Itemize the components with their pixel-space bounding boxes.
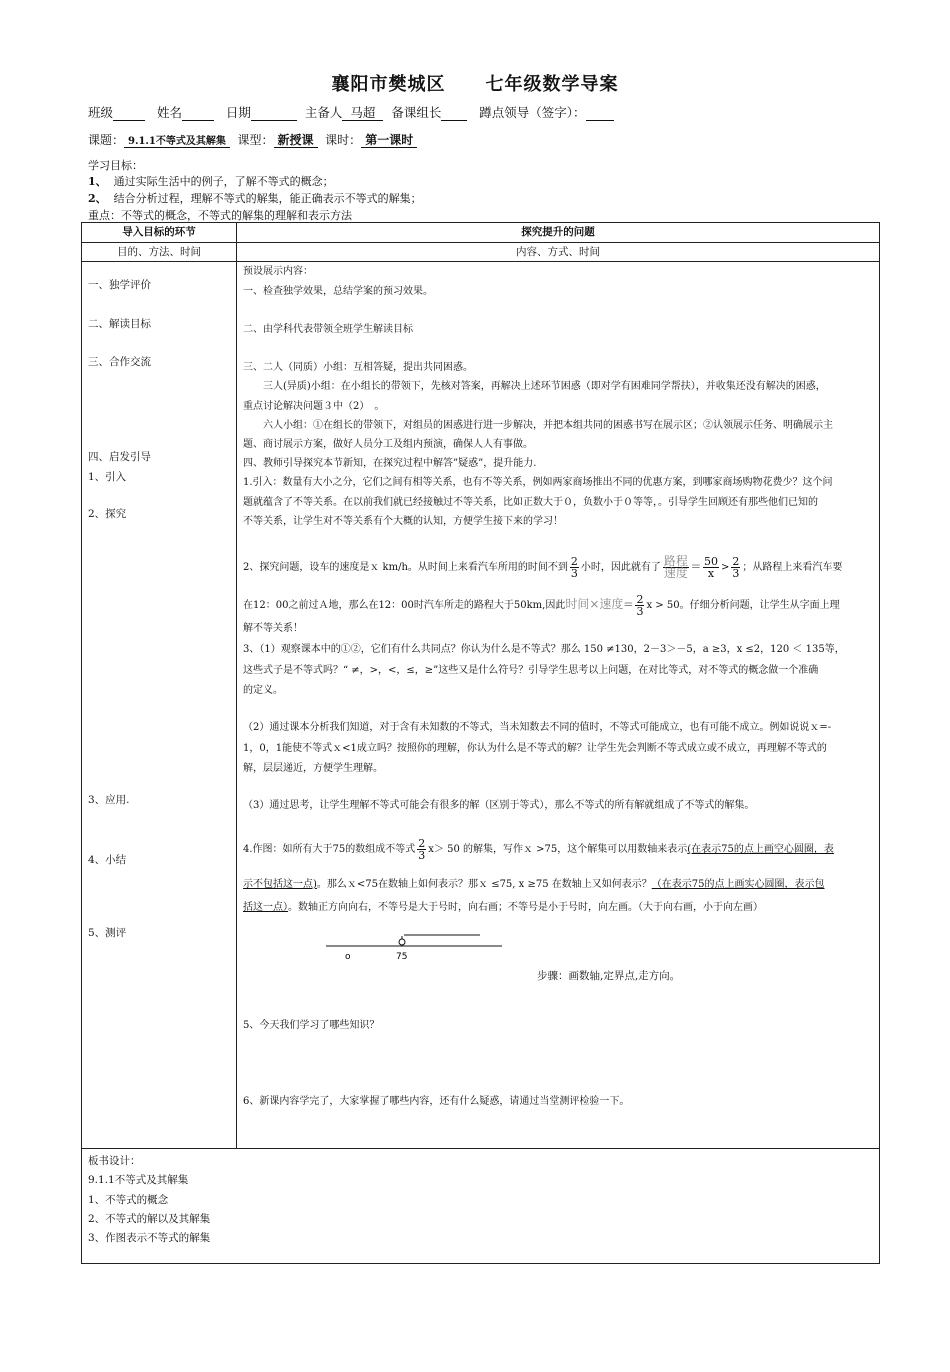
frac-den-b: 3 — [732, 567, 740, 580]
name-label: 姓名 — [156, 105, 182, 120]
content-6: 四、教师引导探究本节新知，在探究过程中解答”疑惑”，提升能力. — [243, 458, 537, 469]
objective-1-num: 1、 — [88, 175, 107, 188]
info-row — [88, 103, 614, 121]
axis-zero-label: o — [345, 952, 351, 962]
content-8a — [243, 552, 879, 582]
content-12a-text-1: 4.作图：如所有大于75的数组成不等式 — [243, 844, 416, 855]
content-8a-text-2: 小时，因此就有了 — [580, 562, 661, 573]
frac-speed: 速度 — [663, 566, 688, 580]
frac-num-d: 2 — [418, 837, 426, 850]
content-12a — [243, 836, 879, 864]
preparer-value: 马超 — [342, 105, 383, 121]
frac-num-b: 2 — [732, 555, 740, 568]
content-12a-text-3: (在表示75的点上画空心圆圈，表 — [687, 844, 834, 855]
content-13: 5、今天我们学习了哪些知识？ — [243, 1020, 380, 1031]
content-12a-text-2: x＞ 50 的解集，写作ｘ >75，这个解集可以用数轴来表示 — [428, 844, 688, 855]
equals-sign: = — [690, 559, 701, 573]
frac-x: x — [707, 567, 715, 580]
leader-label: 蹲点领导（签字）： — [479, 105, 586, 120]
board-heading: 板书设计： — [88, 1155, 141, 1167]
content-5b: 题、商讨展示方案，做好人员分工及组内预演，确保人人有事做。 — [243, 439, 533, 450]
col2-sub: 内容、方式、时间 — [237, 243, 880, 262]
objective-2-text: 结合分析过程，理解不等式的解集，能正确表示不等式的解集； — [113, 192, 422, 205]
step-4-3: 3、应用. — [88, 794, 130, 806]
content-12b-text-1: 示不包括这一点) — [243, 879, 317, 890]
board-line-1: 9.1.1不等式及其解集 — [88, 1174, 189, 1186]
step-4: 四、启发引导 — [88, 451, 151, 463]
name-field[interactable] — [182, 107, 214, 121]
objectives-heading: 学习目标： — [88, 159, 143, 172]
frac-den-d: 3 — [418, 849, 426, 862]
content-12b — [243, 875, 879, 895]
axis-75-label: 75 — [396, 952, 408, 962]
content-7c: 不等关系，让学生对不等关系有个大概的认知，方便学生接下来的学习！ — [243, 516, 563, 527]
content-1: 一、检查独学效果，总结学案的预习效果。 — [243, 286, 433, 297]
content-9c: 的定义。 — [243, 685, 283, 696]
content-8b — [243, 590, 879, 620]
type-label: 课型： — [237, 133, 274, 147]
fraction-route-speed — [663, 556, 689, 579]
class-label: 班级 — [88, 105, 114, 120]
content-cell — [237, 262, 880, 1149]
content-12b-text-3: （在表示75的点上画实心圆圈，表示包 — [651, 879, 825, 890]
preset-label: 预设展示内容： — [243, 266, 313, 277]
fraction-two-thirds-c — [635, 594, 644, 617]
fraction-two-thirds-b — [731, 556, 740, 579]
date-field[interactable] — [251, 107, 297, 121]
step-1: 一、独学评价 — [88, 279, 151, 291]
step-4-2: 2、探究 — [88, 508, 127, 520]
step-3: 三、合作交流 — [88, 356, 151, 368]
focus-text: 重点：不等式的概念，不等式的解集的理解和表示方法 — [88, 209, 352, 222]
col1-sub: 目的、方法、时间 — [82, 243, 237, 262]
number-line-diagram — [322, 931, 512, 963]
title-right: 七年级数学导案 — [485, 74, 619, 95]
topic-value: 9.1.1不等式及其解集 — [124, 136, 230, 148]
board-design-cell — [82, 1149, 880, 1264]
greater-sign: > — [720, 562, 730, 573]
objective-1-text: 通过实际生活中的例子，了解不等式的概念； — [113, 175, 334, 188]
period-value: 第一课时 — [361, 133, 417, 148]
class-field[interactable] — [113, 107, 145, 121]
content-7b: 题就蕴含了不等关系。在以前我们就已经接触过不等关系，比如正数大于０，负数小于０等等，。引导学生回顾还有那些他们已知的 — [243, 497, 818, 508]
board-line-3: 2、不等式的解以及其解集 — [88, 1213, 211, 1225]
content-4a: 三人(异质)小组：在小组长的带领下，先核对答案，再解决上述环节困惑（即对学有困难同学帮扶），并收集还没有解决的困惑， — [263, 381, 826, 392]
preparer-label: 主备人 — [304, 105, 343, 120]
frac-route: 路程 — [663, 554, 688, 568]
content-10b: 1，0，1能使不等式ｘ<1成立吗？按照你的理解，你认为什么是不等式的解？让学生先会判断不等式成立或不成立，再理解不等式的 — [243, 743, 827, 754]
group-leader-field[interactable] — [441, 107, 467, 121]
open-circle-icon — [399, 939, 405, 945]
board-line-2: 1、不等式的概念 — [88, 1194, 169, 1206]
content-2: 二、由学科代表带领全班学生解读目标 — [243, 324, 413, 335]
step-4-4: 4、小结 — [88, 854, 127, 866]
frac-den-c: 3 — [636, 605, 644, 618]
objective-1 — [88, 173, 334, 189]
content-8a-text-1: 2、探究问题，设车的速度是ｘ km/h。从时间上来看汽车所用的时间不到 — [243, 562, 568, 573]
col2-header: 探究提升的问题 — [237, 223, 880, 243]
content-7a: 1.引入：数量有大小之分，它们之间有相等关系，也有不等关系，例如两家商场推出不同的优惠方案，到哪家商场购物花费少？这个问 — [243, 477, 833, 488]
frac-num: 2 — [570, 555, 578, 568]
content-8c: 解不等关系！ — [243, 623, 303, 634]
content-4b: 重点讨论解决问题３中（2） 。 — [243, 401, 385, 412]
page-title — [0, 70, 950, 96]
topic-label: 课题： — [88, 133, 125, 147]
objective-2 — [88, 190, 422, 206]
content-12c-text-2: 。数轴正方向向右，不等号是大于号时，向右画；不等号是小于号时，向左画。（大于向右画，小于向左画） — [288, 902, 763, 913]
fraction-two-thirds — [570, 556, 579, 579]
content-12b-text-2: 。那么ｘ<75在数轴上如何表示？那ｘ ≤75, x ≥75 在数轴上又如何表示？ — [316, 879, 652, 890]
fraction-fifty-x — [703, 556, 719, 579]
content-12c-text-1: 括这一点） — [243, 902, 288, 913]
equals-sign-b: = — [623, 597, 634, 611]
steps-text: 步骤：画数轴,定界点,走方向。 — [537, 970, 681, 982]
col1-header: 导入目标的环节 — [82, 223, 237, 243]
date-label: 日期 — [225, 105, 251, 120]
step-2: 二、解读目标 — [88, 318, 151, 330]
leader-field[interactable] — [586, 107, 614, 121]
content-9b: 这些式子是不等式吗？“ ≠，>，<，≤，≥”这些又是什么符号？引导学生思考以上问题，在对比等式，对不等式的概念做一个准确 — [243, 665, 819, 676]
gt-fifty: x > 50 — [646, 600, 680, 611]
objective-2-num: 2、 — [88, 192, 107, 205]
period-label: 课时： — [325, 133, 362, 147]
step-4-5: 5、测评 — [88, 927, 127, 939]
lesson-table — [81, 222, 880, 1264]
board-line-4: 3、作图表示不等式的解集 — [88, 1232, 211, 1244]
group-leader-label: 备课组长 — [391, 105, 442, 120]
left-steps-cell — [82, 262, 237, 1149]
title-left: 襄阳市樊城区 — [331, 74, 446, 95]
content-11: （3）通过思考，让学生理解不等式可能会有很多的解（区别于等式），那么不等式的所有解就组成了不等式的解集。 — [243, 800, 755, 811]
content-10a: （2）通过课本分析我们知道，对于含有未知数的不等式，当未知数去不同的值时，不等式可能成立，也有可能不成立。例如说说ｘ=- — [243, 722, 832, 733]
content-5a: 六人小组：①在组长的带领下，对组员的困惑进行进一步解决，并把本组共同的困惑书写在展示区；②认领展示任务、明确展示主 — [263, 420, 833, 431]
content-3: 三、二人（同质）小组：互相答疑，提出共同困惑。 — [243, 362, 473, 373]
step-4-1: 1、引入 — [88, 471, 127, 483]
type-value: 新授课 — [274, 133, 318, 148]
content-8b-text-1: 在12：00之前过Ａ地，那么在12：00时汽车所走的路程大于50km,因此 — [243, 600, 566, 611]
content-9a: 3、（1）观察课本中的①②，它们有什么共同点？你认为什么是不等式？那么 150 ≠130，2－3＞－5，a ≥3，x ≤2，120 ＜ 135等， — [243, 644, 845, 655]
frac-num-c: 2 — [636, 593, 644, 606]
frac-fifty: 50 — [703, 555, 718, 568]
content-8a-text-3: ；从路程上来看汽车要 — [742, 562, 843, 573]
content-12c — [243, 898, 879, 918]
lesson-row — [88, 131, 417, 148]
time-speed: 时间×速度 — [565, 597, 624, 611]
fraction-two-thirds-d — [417, 838, 426, 861]
content-10c: 解，层层递近，方便学生理解。 — [243, 763, 383, 774]
content-8b-text-2: 。仔细分析问题，让学生从字面上理 — [679, 600, 840, 611]
content-14: 6、新课内容学完了，大家掌握了哪些内容，还有什么疑惑，请通过当堂测评检验一下。 — [243, 1096, 630, 1107]
frac-den: 3 — [570, 567, 578, 580]
